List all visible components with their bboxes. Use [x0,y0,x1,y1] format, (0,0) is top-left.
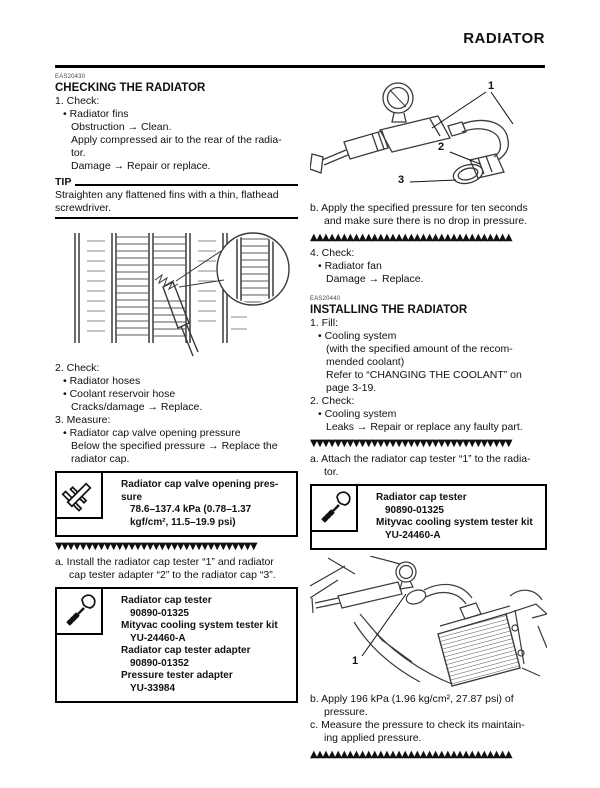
substep-line: cap tester adapter “2” to the radiator cap “3”. [69,569,276,581]
step-line: (with the specified amount of the recom- [326,343,513,355]
tip-bottom-rule [55,217,298,219]
step-line: 1. Check: [55,95,100,107]
tool-name: Radiator cap tester adapter [121,645,251,656]
substep-line: b. Apply the specified pressure for ten seconds [310,202,528,214]
spec-name: Radiator cap valve opening pres- [121,479,279,490]
callout-2: 2 [438,141,445,153]
procedure-start-markers: ▼▼▼▼▼▼▼▼▼▼▼▼▼▼▼▼▼▼▼▼▼▼▼▼▼▼▼▼▼▼▼▼▼ [310,438,511,449]
tip-line-text: Straighten any flattened fins with a thin, flathead [55,189,279,201]
section-code: EAS20440 [310,296,341,302]
substep-line: ing applied pressure. [324,732,422,744]
radiator-fins-figure [55,225,298,357]
substep-line: a. Attach the radiator cap tester “1” to the radia- [310,453,531,465]
substep-line: b. Apply 196 kPa (1.96 kg/cm², 27.87 psi) of [310,693,514,705]
right-column [310,74,547,764]
step-line: Damage → Repair or replace. [71,160,211,172]
spec-box-cap-pressure [55,471,298,537]
tool-number: 90890-01325 [130,607,189,619]
step-line: • Radiator hoses [63,375,141,387]
substep-line: a. Install the radiator cap tester “1” and radiator [55,556,274,568]
page-title: RADIATOR [463,30,545,47]
procedure-start-markers: ▼▼▼▼▼▼▼▼▼▼▼▼▼▼▼▼▼▼▼▼▼▼▼▼▼▼▼▼▼▼▼▼▼ [55,541,256,552]
step-line: • Cooling system [318,408,397,420]
step-line: • Radiator fan [318,260,382,272]
spec-value: kgf/cm², 11.5–19.9 psi) [130,516,236,528]
step-line: 4. Check: [310,247,355,259]
step-line: 2. Check: [310,395,355,407]
tip-rule [75,184,298,186]
step-line: Obstruction → Clean. [71,121,172,133]
checking-heading: CHECKING THE RADIATOR [55,82,206,94]
wrench-icon [57,589,103,635]
substep-line: and make sure there is no drop in pressure. [324,215,528,227]
step-line: 3. Measure: [55,414,111,426]
tip-label: TIP [55,176,72,188]
substep-line: pressure. [324,706,368,718]
step-line: tor. [71,147,86,159]
tool-number: YU-33984 [130,682,176,694]
step-line: Damage → Replace. [326,273,424,285]
step-line: 1. Fill: [310,317,339,329]
header-divider [55,65,545,68]
step-line: Below the specified pressure → Replace the [71,440,278,452]
spec-value: 78.6–137.4 kPa (0.78–1.37 [130,504,252,515]
callout-1: 1 [488,80,495,92]
callout-3: 3 [398,174,405,186]
caliper-icon [57,473,103,519]
tool-name: Mityvac cooling system tester kit [121,620,278,631]
tool-name: Radiator cap tester [376,492,467,503]
tip-header [55,176,298,189]
procedure-end-markers: ▲▲▲▲▲▲▲▲▲▲▲▲▲▲▲▲▲▲▲▲▲▲▲▲▲▲▲▲▲▲▲▲▲ [310,232,511,243]
tool-number: 90890-01352 [130,657,189,669]
step-line: Cracks/damage → Replace. [71,401,203,413]
procedure-end-markers: ▲▲▲▲▲▲▲▲▲▲▲▲▲▲▲▲▲▲▲▲▲▲▲▲▲▲▲▲▲▲▲▲▲ [310,749,511,760]
tool-number: 90890-01325 [385,504,444,516]
step-line: mended coolant) [326,356,405,368]
step-line: page 3-19. [326,382,377,394]
tool-number: YU-24460-A [385,529,441,541]
tool-box-testers [55,587,298,703]
step-line: • Coolant reservoir hose [63,388,176,400]
tool-name: Radiator cap tester [121,595,212,606]
installing-heading: INSTALLING THE RADIATOR [310,304,468,316]
step-line: • Cooling system [318,330,397,342]
step-line: • Radiator cap valve opening pressure [63,427,241,439]
step-line: Leaks → Repair or replace any faulty part. [326,421,523,433]
substep-line: c. Measure the pressure to check its maintain- [310,719,525,731]
tool-box-tester [310,484,547,550]
tip-line-text: screwdriver. [55,202,112,214]
step-line: Apply compressed air to the rear of the radia- [71,134,282,146]
radiator-tester-figure [310,556,547,688]
wrench-icon [312,486,358,532]
tool-name: Pressure tester adapter [121,670,233,681]
step-line: 2. Check: [55,362,100,374]
tool-number: YU-24460-A [130,632,186,644]
step-line: radiator cap. [71,453,130,465]
step-line: Refer to “CHANGING THE COOLANT” on [326,369,522,381]
radiator-fins-illustration [55,225,298,357]
pressure-tester-figure [310,78,547,196]
radiator-tester-illustration [310,556,547,688]
spec-name: sure [121,491,143,503]
step-line: • Radiator fins [63,108,129,120]
callout-1: 1 [352,655,359,667]
pressure-tester-illustration [310,78,547,196]
section-code: EAS20430 [55,74,86,80]
section-spacer [310,286,547,296]
substep-line: tor. [324,466,339,478]
left-column [55,74,298,707]
tool-name: Mityvac cooling system tester kit [376,517,533,528]
